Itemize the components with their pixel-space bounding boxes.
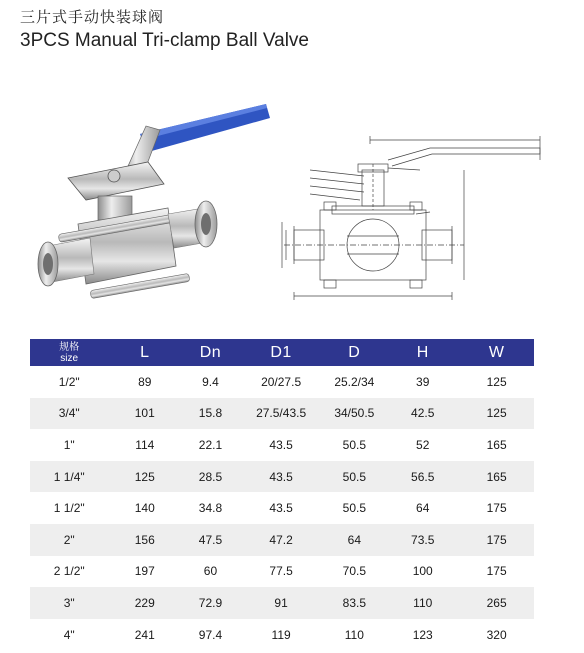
page-title-english: 3PCS Manual Tri-clamp Ball Valve [20, 30, 309, 51]
specification-table [30, 339, 534, 650]
cell-size: 1/2" [58, 374, 80, 389]
valve-product-photo [28, 96, 284, 326]
cell-l: 140 [134, 501, 155, 516]
cell-dn: 15.8 [181, 398, 240, 430]
header-h: H [386, 339, 459, 366]
cell-h: 73.5 [386, 524, 459, 556]
cell-h: 42.5 [386, 398, 459, 430]
cell-size: 4" [63, 627, 75, 642]
table-row [30, 492, 534, 524]
header-size-cn: 规格 [59, 341, 80, 353]
cell-d: 83.5 [323, 587, 387, 619]
cell-w: 165 [486, 437, 507, 452]
table-row [30, 398, 534, 430]
cell-h: 64 [416, 501, 430, 516]
cell-h: 110 [386, 587, 459, 619]
cell-w: 125 [486, 374, 507, 389]
cell-size: 1 1/4" [30, 461, 108, 493]
cell-dn: 97.4 [198, 627, 223, 642]
cell-size: 2 1/2" [53, 564, 85, 579]
cell-d: 70.5 [342, 564, 367, 579]
cell-d: 25.2/34 [334, 374, 375, 389]
cell-l: 156 [108, 524, 181, 556]
cell-size: 3/4" [30, 398, 108, 430]
cell-dn: 72.9 [181, 587, 240, 619]
cell-w: 165 [459, 461, 534, 493]
cell-dn: 47.5 [181, 524, 240, 556]
header-size [30, 339, 108, 366]
header-dn: Dn [181, 339, 240, 366]
cell-w: 320 [486, 627, 507, 642]
page-title-chinese: 三片式手动快装球阀 [20, 8, 165, 26]
cell-dn: 60 [203, 564, 218, 579]
cell-dn: 28.5 [181, 461, 240, 493]
header-d1: D1 [240, 339, 323, 366]
cell-d: 50.5 [323, 461, 387, 493]
cell-l: 125 [108, 461, 181, 493]
table-row [30, 461, 534, 493]
cell-h: 56.5 [386, 461, 459, 493]
cell-d: 34/50.5 [323, 398, 387, 430]
cell-d1: 20/27.5 [261, 374, 302, 389]
header-d: D [323, 339, 387, 366]
table-row [30, 556, 534, 588]
cell-h: 123 [412, 627, 433, 642]
cell-d: 110 [344, 627, 364, 642]
cell-size: 3" [30, 587, 108, 619]
cell-size: 1 1/2" [53, 501, 85, 516]
cell-size: 2" [30, 524, 108, 556]
cell-l: 229 [108, 587, 181, 619]
valve-technical-drawing [280, 130, 545, 305]
cell-d1: 91 [240, 587, 323, 619]
table-row [30, 619, 534, 651]
cell-dn: 9.4 [202, 374, 219, 389]
cell-l: 89 [138, 374, 152, 389]
cell-d1: 77.5 [269, 564, 293, 579]
cell-w: 125 [459, 398, 534, 430]
cell-h: 39 [416, 374, 430, 389]
cell-l: 241 [134, 627, 155, 642]
table-header-row [30, 339, 534, 366]
cell-w: 175 [459, 524, 534, 556]
header-l: L [108, 339, 181, 366]
table-row [30, 429, 534, 461]
cell-w: 175 [486, 564, 507, 579]
cell-dn: 22.1 [198, 437, 223, 452]
cell-d1: 43.5 [269, 501, 293, 516]
cell-l: 114 [135, 437, 155, 452]
table-row [30, 587, 534, 619]
cell-h: 100 [412, 564, 433, 579]
header-w: W [459, 339, 534, 366]
cell-d1: 43.5 [269, 437, 293, 452]
header-size-en: size [60, 352, 79, 364]
cell-l: 197 [134, 564, 155, 579]
cell-d1: 43.5 [240, 461, 323, 493]
cell-size: 1" [63, 437, 75, 452]
cell-dn: 34.8 [198, 501, 223, 516]
cell-d1: 119 [271, 627, 291, 642]
cell-h: 52 [416, 437, 430, 452]
cell-d1: 47.2 [240, 524, 323, 556]
table-row [30, 366, 534, 398]
cell-d: 64 [323, 524, 387, 556]
cell-w: 265 [459, 587, 534, 619]
cell-w: 175 [486, 501, 507, 516]
table-row [30, 524, 534, 556]
cell-l: 101 [108, 398, 181, 430]
cell-d: 50.5 [342, 501, 367, 516]
cell-d1: 27.5/43.5 [240, 398, 323, 430]
cell-d: 50.5 [342, 437, 367, 452]
